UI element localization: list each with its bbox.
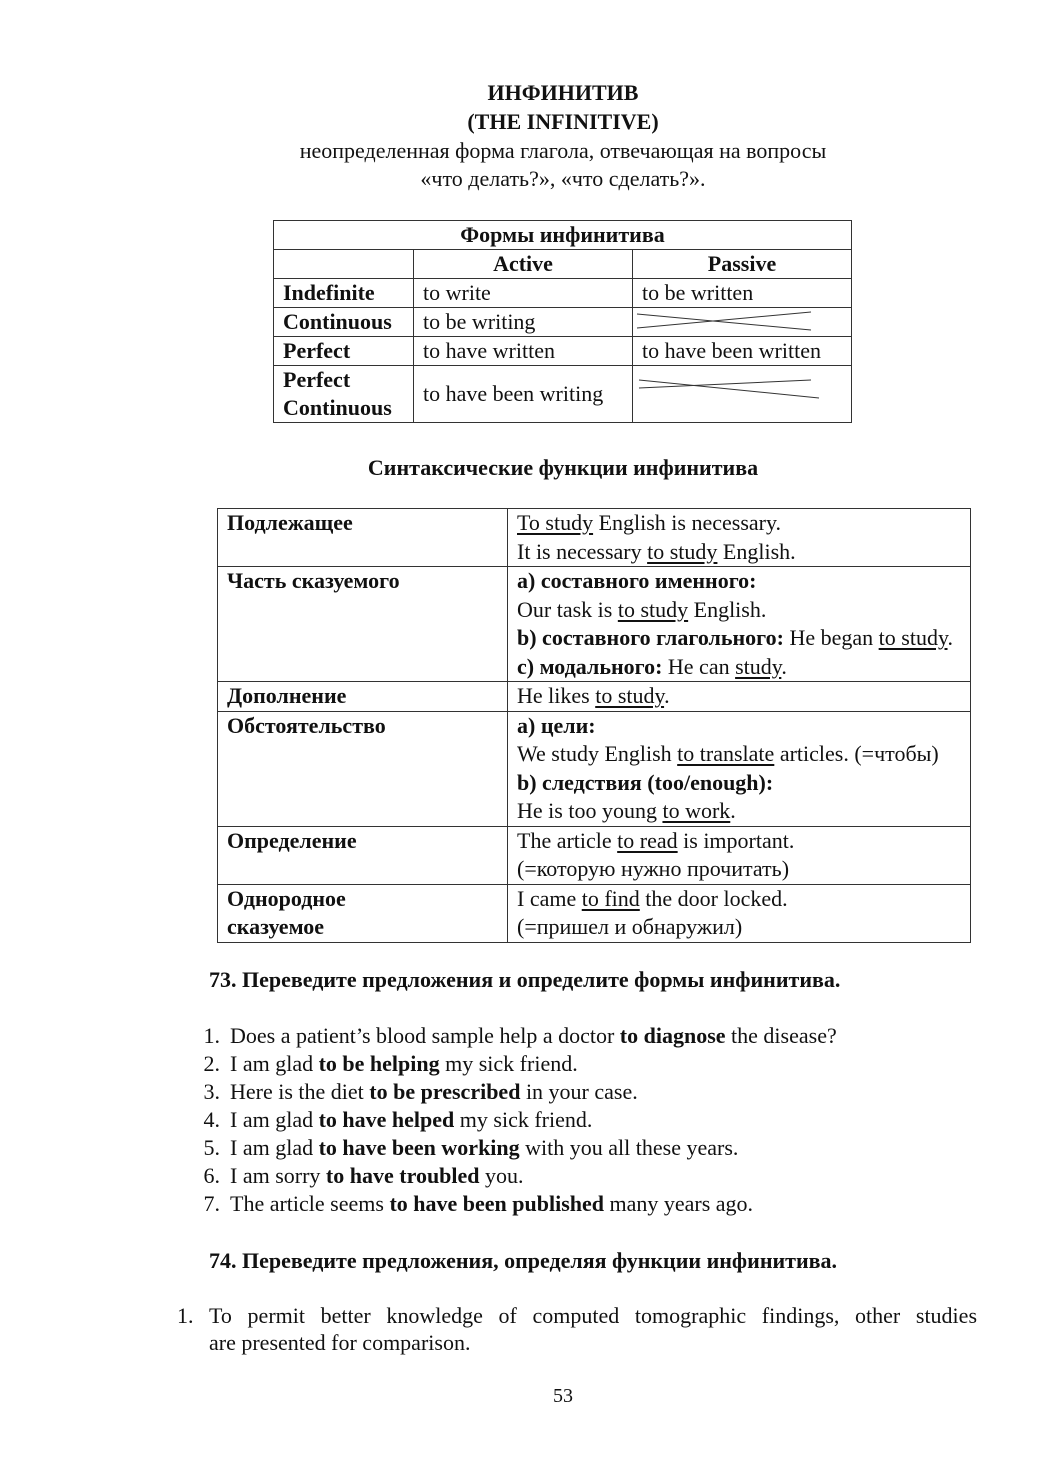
text-segment: We study English xyxy=(517,741,678,766)
text-segment: with you all these years. xyxy=(519,1135,739,1160)
table-row xyxy=(218,509,971,567)
text-segment: . xyxy=(730,798,736,823)
crossed-out-cell xyxy=(633,308,852,337)
example-line xyxy=(517,885,961,914)
form-name: Continuous xyxy=(274,308,414,337)
table-row xyxy=(218,682,971,712)
text-segment: . xyxy=(781,653,787,679)
bold-text: c) модального: xyxy=(517,653,663,679)
table-row xyxy=(274,337,852,366)
example-line xyxy=(517,653,961,682)
example-line xyxy=(517,682,961,711)
text-segment: I am glad xyxy=(230,1135,319,1160)
text-segment: in your case. xyxy=(520,1079,638,1104)
text-segment: He can xyxy=(662,653,736,679)
text-segment: English. xyxy=(717,538,796,564)
underlined-infinitive: To study xyxy=(517,510,594,535)
syntax-function-name: Часть сказуемого xyxy=(218,567,508,682)
bold-text: b) следствия (too/enough): xyxy=(517,769,774,795)
bold-text: to have been working xyxy=(318,1135,520,1160)
list-item xyxy=(182,1078,837,1106)
example-line xyxy=(517,797,961,826)
item-number: 3. xyxy=(203,1079,220,1104)
table-row xyxy=(218,884,971,942)
syntax-example xyxy=(508,711,971,826)
title-ru: ИНФИНИТИВ xyxy=(487,80,639,105)
text-segment: I am sorry xyxy=(230,1163,326,1188)
text-segment: Our task is xyxy=(517,596,618,622)
text-segment: English is necessary. xyxy=(593,510,782,535)
bold-text: a) цели: xyxy=(517,712,596,738)
example-line xyxy=(517,712,961,741)
underlined-infinitive: to translate xyxy=(677,741,775,766)
syntax-example xyxy=(508,884,971,942)
bold-text: to have helped xyxy=(318,1107,455,1132)
item-text-line: are presented for comparison. xyxy=(209,1330,471,1355)
table-row xyxy=(218,567,971,682)
definition-line-1: неопределенная форма глагола, отвечающая на вопросы xyxy=(299,138,827,163)
table-row xyxy=(274,279,852,308)
syntax-example xyxy=(508,509,971,567)
example-line xyxy=(517,913,961,942)
active-form: to write xyxy=(414,279,633,308)
text-segment: you. xyxy=(479,1163,524,1188)
item-number: 5. xyxy=(203,1135,220,1160)
infinitive-forms-table xyxy=(273,220,852,423)
list-item xyxy=(182,1134,837,1162)
item-number: 2. xyxy=(203,1051,220,1076)
underlined-infinitive: to study xyxy=(647,538,718,564)
text-segment: . xyxy=(664,683,670,708)
text-segment: the disease? xyxy=(725,1023,837,1048)
syntax-function-name: Определение xyxy=(218,826,508,884)
syntax-functions-table xyxy=(217,508,971,943)
underlined-infinitive: to read xyxy=(617,827,678,853)
example-line xyxy=(517,538,961,567)
definition-line-2: «что делать?», «что сделать?». xyxy=(420,166,706,191)
cross-out-mark xyxy=(633,308,851,336)
text-segment: many years ago. xyxy=(604,1191,754,1216)
example-line xyxy=(517,769,961,798)
form-name-line: Perfect xyxy=(283,367,351,392)
text-segment: articles. (=чтобы) xyxy=(774,741,939,766)
table-row xyxy=(218,826,971,884)
example-line xyxy=(517,855,961,884)
active-form: to have written xyxy=(414,337,633,366)
col-active-header: Active xyxy=(414,250,633,279)
exercise-73-list xyxy=(182,1022,837,1218)
item-number: 6. xyxy=(203,1163,220,1188)
cross-out-mark xyxy=(633,366,851,422)
item-number: 7. xyxy=(203,1191,220,1216)
list-item xyxy=(182,1022,837,1050)
crossed-out-cell xyxy=(633,366,852,423)
underlined-infinitive: study xyxy=(735,653,782,679)
example-line xyxy=(517,509,961,538)
underlined-infinitive: to study xyxy=(617,596,689,622)
title-en: (THE INFINITIVE) xyxy=(467,109,659,134)
text-segment: I came xyxy=(517,885,582,911)
text-segment: English. xyxy=(688,596,767,622)
text-segment: I am glad xyxy=(230,1107,319,1132)
active-form: to be writing xyxy=(414,308,633,337)
text-segment: is important. xyxy=(677,827,795,853)
list-item xyxy=(182,1190,837,1218)
syntax-example xyxy=(508,567,971,682)
form-name-line: Continuous xyxy=(283,395,392,420)
text-segment: He is too young xyxy=(517,798,663,823)
item-number: 4. xyxy=(203,1107,220,1132)
bold-text: to have been published xyxy=(389,1191,604,1216)
form-name xyxy=(274,366,414,423)
bold-text: b) составного глагольного: xyxy=(517,625,784,650)
syntax-heading: Синтаксические функции инфинитива xyxy=(367,455,759,480)
text-segment: my sick friend. xyxy=(439,1051,578,1076)
passive-form: to be written xyxy=(633,279,852,308)
item-first-line xyxy=(177,1303,977,1329)
text-segment: the door locked. xyxy=(639,885,788,911)
text-segment: The article seems xyxy=(230,1191,390,1216)
forms-table-corner xyxy=(274,250,414,279)
exercise-74-heading: 74. Переведите предложения, определяя функции инфинитива. xyxy=(209,1248,838,1273)
item-number: 1. xyxy=(177,1303,194,1328)
passive-form: to have been written xyxy=(633,337,852,366)
bold-text: to be helping xyxy=(318,1051,440,1076)
bold-text: to diagnose xyxy=(619,1023,726,1048)
syntax-function-name: Однородное сказуемое xyxy=(218,884,508,942)
table-row xyxy=(218,711,971,826)
text-segment: my sick friend. xyxy=(454,1107,593,1132)
list-item xyxy=(182,1050,837,1078)
underlined-infinitive: to study xyxy=(878,625,948,650)
example-line xyxy=(517,740,961,769)
text-segment: The article xyxy=(517,827,618,853)
list-item xyxy=(182,1162,837,1190)
underlined-infinitive: to study xyxy=(595,683,665,708)
syntax-function-name: Подлежащее xyxy=(218,509,508,567)
example-line xyxy=(517,624,961,653)
exercise-74-item xyxy=(177,1303,977,1356)
active-form: to have been writing xyxy=(414,366,633,423)
bold-text: to have troubled xyxy=(325,1163,480,1188)
syntax-example xyxy=(508,682,971,712)
example-line xyxy=(517,596,961,625)
text-segment: He began xyxy=(783,625,879,650)
text-segment: He likes xyxy=(517,683,596,708)
item-number: 1. xyxy=(203,1023,220,1048)
table-row xyxy=(274,366,852,423)
text-segment: Does a patient’s blood sample help a doctor xyxy=(230,1023,620,1048)
text-segment: (=которую нужно прочитать) xyxy=(517,856,790,881)
example-line xyxy=(517,567,961,596)
table-row xyxy=(274,308,852,337)
exercise-73-heading: 73. Переведите предложения и определите формы инфинитива. xyxy=(209,967,841,992)
bold-text: a) составного именного: xyxy=(517,568,757,593)
text-segment: Here is the diet xyxy=(230,1079,370,1104)
bold-text: to be prescribed xyxy=(369,1079,521,1104)
list-item xyxy=(182,1106,837,1134)
syntax-function-name: Дополнение xyxy=(218,682,508,712)
syntax-example xyxy=(508,826,971,884)
col-passive-header: Passive xyxy=(633,250,852,279)
text-segment: I am glad xyxy=(230,1051,319,1076)
underlined-infinitive: to find xyxy=(581,885,640,911)
text-segment: (=пришел и обнаружил) xyxy=(517,914,743,939)
syntax-function-name: Обстоятельство xyxy=(218,711,508,826)
item-text-line: To permit better knowledge of computed tomographic findings, other studies xyxy=(209,1303,977,1328)
form-name: Indefinite xyxy=(274,279,414,308)
text-segment: . xyxy=(947,625,954,650)
text-segment: It is necessary xyxy=(517,538,648,564)
form-name: Perfect xyxy=(274,337,414,366)
example-line xyxy=(517,827,961,856)
forms-table-caption: Формы инфинитива xyxy=(274,221,852,250)
underlined-infinitive: to work xyxy=(662,798,731,823)
page-number: 53 xyxy=(553,1385,573,1407)
